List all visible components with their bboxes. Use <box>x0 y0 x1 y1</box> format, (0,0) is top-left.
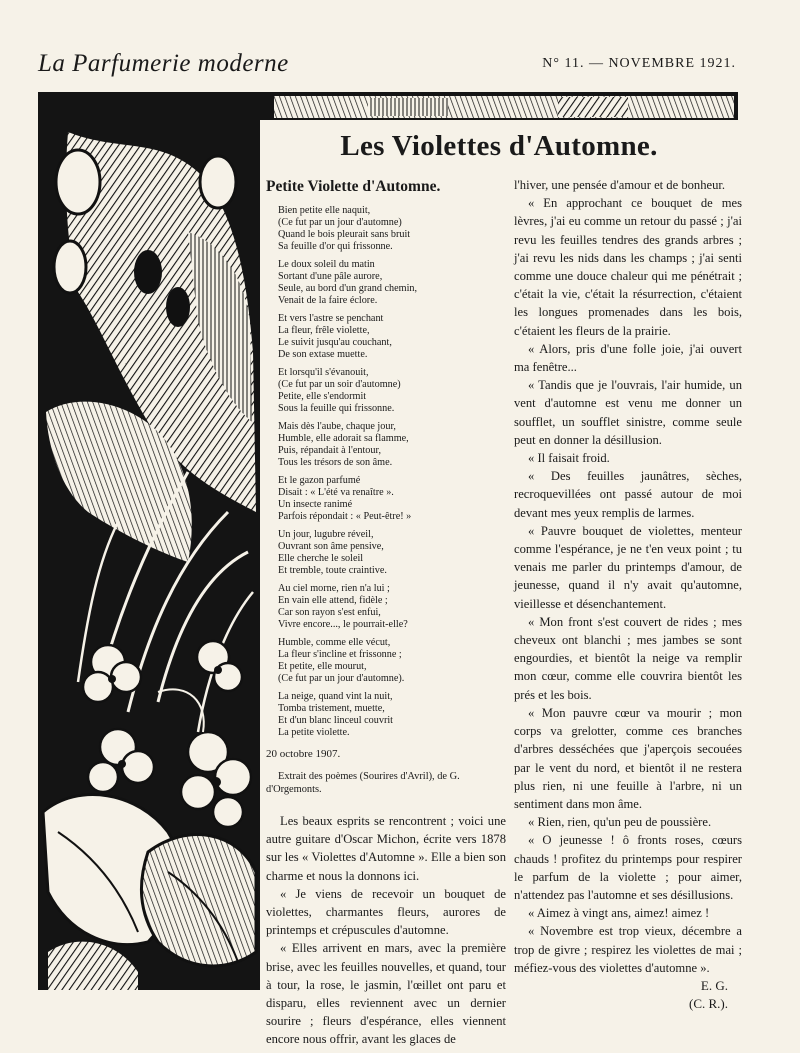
poem-line: Un jour, lugubre réveil, <box>278 529 374 540</box>
poem-line: Le suivit jusqu'au couchant, <box>278 337 392 348</box>
poem-stanza <box>278 205 506 253</box>
poem-line: Tomba tristement, muette, <box>278 703 385 714</box>
poem-line: Le doux soleil du matin <box>278 259 375 270</box>
poem-stanza <box>278 313 506 361</box>
left-prose <box>266 812 506 1049</box>
poem-line: Sortant d'une pâle aurore, <box>278 271 383 282</box>
paragraph: « Je viens de recevoir un bouquet de violettes, charmantes fleurs, aurores de printemps et crépuscules d'automne. <box>266 886 506 938</box>
poem-line: (Ce fut par un jour d'automne) <box>278 217 402 228</box>
paragraph: « Mon pauvre cœur va mourir ; mon corps va grelotter, comme ces branches d'arbres desséchées que j'aperçois secouées par le vent du nord, et bientôt il ne restera plus rien, ni une feuille à l'arbre, ni un sentiment dans mon âme. <box>514 705 742 811</box>
poem-line: Et vers l'astre se penchant <box>278 313 384 324</box>
article-title: Les Violettes d'Automne. <box>340 130 658 162</box>
signature-source: (C. R.). <box>689 995 728 1011</box>
poem-line: Vivre encore..., le pourrait-elle? <box>278 619 408 630</box>
paragraph: « Des feuilles jaunâtres, sèches, recroquevillées ont passé autour de moi devant mes yeux remplis de larmes. <box>514 469 742 520</box>
poem-line: La fleur s'incline et frissonne ; <box>278 649 402 660</box>
poem-line: Parfois répondait : « Peut-être! » <box>278 511 412 522</box>
paragraph: « Aimez à vingt ans, aimez! aimez ! <box>528 906 710 921</box>
page-header <box>38 46 736 86</box>
poem-stanza <box>278 529 506 577</box>
paragraph: Les beaux esprits se rencontrent ; voici une autre guitare d'Oscar Michon, écrite vers 1878 sur les « Violettes d'Automne ». Elle a bien son charme et nous la donnons ici. <box>266 814 506 883</box>
poem-line: De son extase muette. <box>278 349 368 360</box>
poem-line: La fleur, frêle violette, <box>278 325 370 336</box>
paragraph: « Tandis que je l'ouvrais, l'air humide, un vent d'automne est venu me donner un soufflet, un soufflet sinistre, comme seule peut en donner la désillusion. <box>514 378 742 447</box>
poem-line: Quand le bois pleurait sans bruit <box>278 229 411 240</box>
poem-credit: Extrait des poèmes (Sourires d'Avril), de G. d'Orgemonts. <box>266 771 460 795</box>
right-column <box>514 176 742 1013</box>
poem-line: Car son rayon s'est enfui, <box>278 607 381 618</box>
poem-stanza <box>278 691 506 739</box>
poem-stanza <box>278 259 506 307</box>
right-prose <box>514 176 742 977</box>
poem-title: Petite Violette d'Automne. <box>266 178 441 195</box>
paragraph: « Alors, pris d'une folle joie, j'ai ouvert ma fenêtre... <box>514 341 742 375</box>
paragraph: « Elles arrivent en mars, avec la première brise, avec les feuilles nouvelles, et quand, tour à tour, la rose, le jasmin, l'œillet ont paru et disparu, elles reviennent avec un dernier sourire ; fleurs d'espérance, elles viennent encore nous offrir, avant les glaces de <box>266 941 506 1047</box>
poem-line: Humble, elle adorait sa flamme, <box>278 433 409 444</box>
paragraph: « O jeunesse ! ô fronts roses, cœurs chauds ! profitez du printemps pour respirer le parfum de la violette ; pour aimer, n'attendez pas l'automne et ses désillusions. <box>514 833 742 902</box>
poem-line: Disait : « L'été va renaître ». <box>278 487 394 498</box>
poem-date: 20 octobre 1907. <box>266 748 341 760</box>
paragraph: « Pauvre bouquet de violettes, menteur comme l'espérance, je ne t'en veux point ; tu venais me parler du printemps d'amour, de jeunesse, quand il n'y avait qu'automne, vieillesse et désenchantement. <box>514 523 742 611</box>
poem-line: La petite violette. <box>278 727 350 738</box>
paragraph: « Il faisait froid. <box>528 451 610 466</box>
poem-line: Et lorsqu'il s'évanouit, <box>278 367 369 378</box>
poem-line: Seule, au bord d'un grand chemin, <box>278 283 418 294</box>
poem-line: (Ce fut par un soir d'automne) <box>278 379 401 390</box>
poem-line: Et petite, elle mourut, <box>278 661 367 672</box>
poem-line: Venait de la faire éclore. <box>278 295 378 306</box>
poem-line: Un insecte ranimé <box>278 499 353 510</box>
poem-stanza <box>278 583 506 631</box>
signature <box>514 977 742 1013</box>
poem-line: (Ce fut par un jour d'automne). <box>278 673 405 684</box>
poem-line: Mais dès l'aube, chaque jour, <box>278 421 396 432</box>
paragraph: l'hiver, une pensée d'amour et de bonheur. <box>514 178 726 192</box>
paragraph: « Rien, rien, qu'un peu de poussière. <box>528 815 712 830</box>
poem-line: Ouvrant son âme pensive, <box>278 541 384 552</box>
poem-stanza <box>278 637 506 685</box>
poem-stanzas <box>266 205 506 739</box>
poem-line: Et tremble, toute craintive. <box>278 565 387 576</box>
left-column <box>266 178 506 1049</box>
poem-stanza <box>278 421 506 469</box>
issue-number: N° 11. — NOVEMBRE 1921. <box>542 56 736 71</box>
poem-line: Tous les trésors de son âme. <box>278 457 393 468</box>
poem-line: Humble, comme elle vécut, <box>278 637 391 648</box>
poem-line: Et le gazon parfumé <box>278 475 361 486</box>
poem-line: Bien petite elle naquit, <box>278 205 371 216</box>
poem-stanza <box>278 475 506 523</box>
poem-line: La neige, quand vint la nuit, <box>278 691 393 702</box>
poem-line: Et d'un blanc linceul couvrit <box>278 715 393 726</box>
poem-line: Sa feuille d'or qui frissonne. <box>278 241 393 252</box>
masthead: La Parfumerie moderne <box>38 50 289 77</box>
poem-line: Au ciel morne, rien n'a lui ; <box>278 583 390 594</box>
poem-line: En vain elle attend, fidèle ; <box>278 595 388 606</box>
paragraph: « Mon front s'est couvert de rides ; mes cheveux ont blanchi ; mes jambes se sont engourdies, et bientôt la neige va remplir mon cœur, comme elle couvrira bientôt les prés et les bois. <box>514 614 742 702</box>
signature-initials: E. G. <box>700 977 728 993</box>
poem-line: Elle cherche le soleil <box>278 553 364 564</box>
paragraph: « Novembre est trop vieux, décembre a trop de givre ; respirez les violettes de mai ; méfiez-vous des violettes d'automne ». <box>514 924 742 975</box>
poem-stanza <box>278 367 506 415</box>
paragraph: « En approchant ce bouquet de mes lèvres, j'ai eu comme un retour du passé ; j'ai revu les feuilles tendres des grands arbres ; j'ai revu les nids dans les champs ; j'ai senti comme une douce chaleur qui me pénétrait ; c'était la vie, c'était la résurrection, c'étaient les longues promenades dans les bois, c'étaient les fleurs de la prairie. <box>514 196 742 338</box>
poem-line: Petite, elle s'endormit <box>278 391 367 402</box>
poem-line: Sous la feuille qui frissonne. <box>278 403 395 414</box>
poem-line: Puis, répandait à l'entour, <box>278 445 381 456</box>
